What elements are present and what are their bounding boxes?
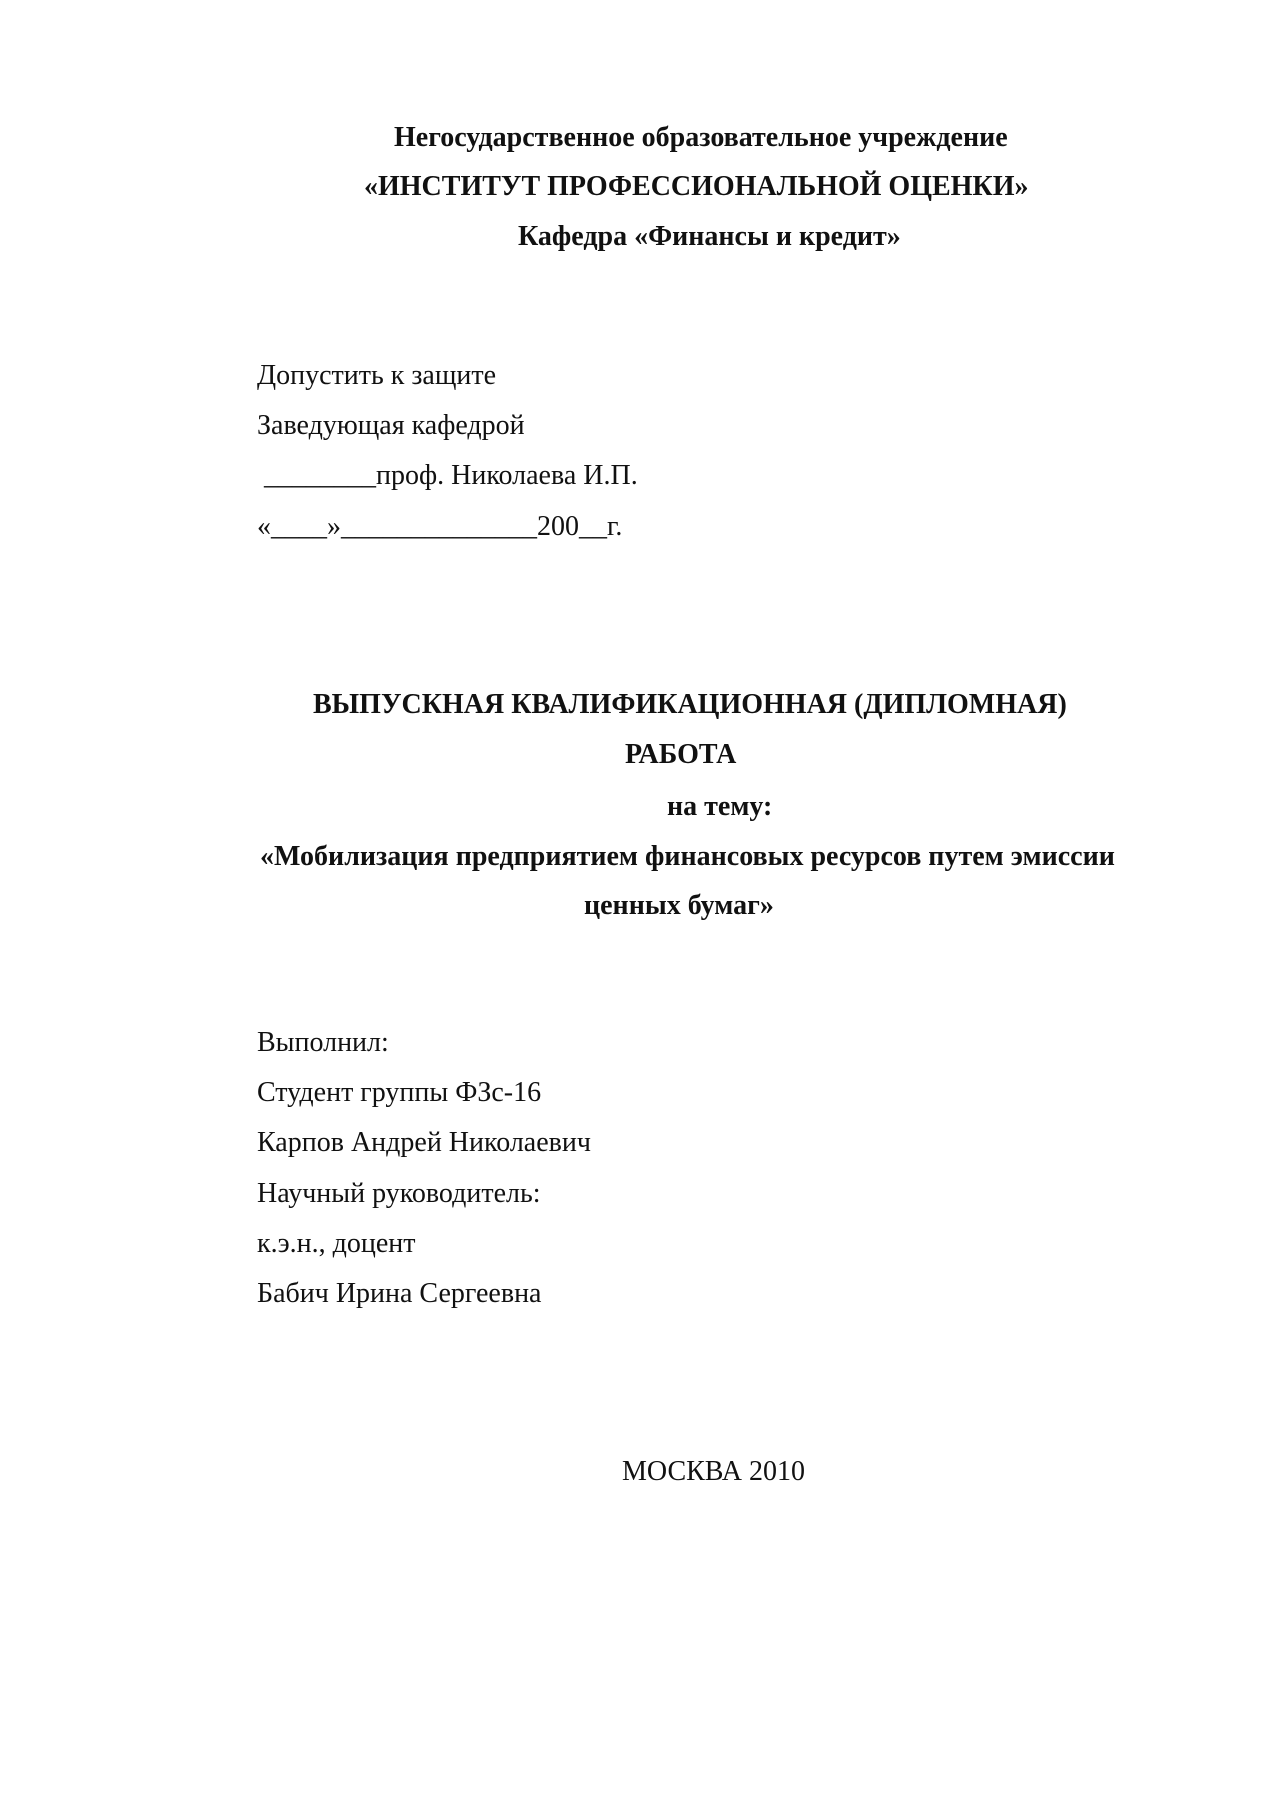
- student-group: Студент группы ФЗс-16: [257, 1077, 542, 1108]
- student-name: Карпов Андрей Николаевич: [257, 1127, 591, 1158]
- approval-admit: Допустить к защите: [257, 360, 497, 391]
- topic-title-line1: «Мобилизация предприятием финансовых ресурсов путем эмиссии: [260, 841, 1115, 872]
- work-type-line1: ВЫПУСКНАЯ КВАЛИФИКАЦИОННАЯ (ДИПЛОМНАЯ): [313, 689, 1067, 720]
- institution-name: «ИНСТИТУТ ПРОФЕССИОНАЛЬНОЙ ОЦЕНКИ»: [364, 171, 1029, 202]
- work-type-line2: РАБОТА: [625, 739, 737, 770]
- approval-signature: ________проф. Николаева И.П.: [257, 460, 638, 491]
- author-label: Выполнил:: [257, 1027, 389, 1058]
- department-name: Кафедра «Финансы и кредит»: [518, 221, 901, 252]
- topic-label: на тему:: [667, 791, 773, 822]
- supervisor-label: Научный руководитель:: [257, 1178, 541, 1209]
- approval-date: «____»______________200__г.: [257, 511, 623, 542]
- topic-title-line2: ценных бумаг»: [584, 890, 774, 921]
- approval-head: Заведующая кафедрой: [257, 410, 525, 441]
- supervisor-degree: к.э.н., доцент: [257, 1228, 416, 1259]
- city-year: МОСКВА 2010: [622, 1456, 805, 1487]
- supervisor-name: Бабич Ирина Сергеевна: [257, 1278, 542, 1309]
- institution-type: Негосударственное образовательное учреждение: [394, 122, 1008, 153]
